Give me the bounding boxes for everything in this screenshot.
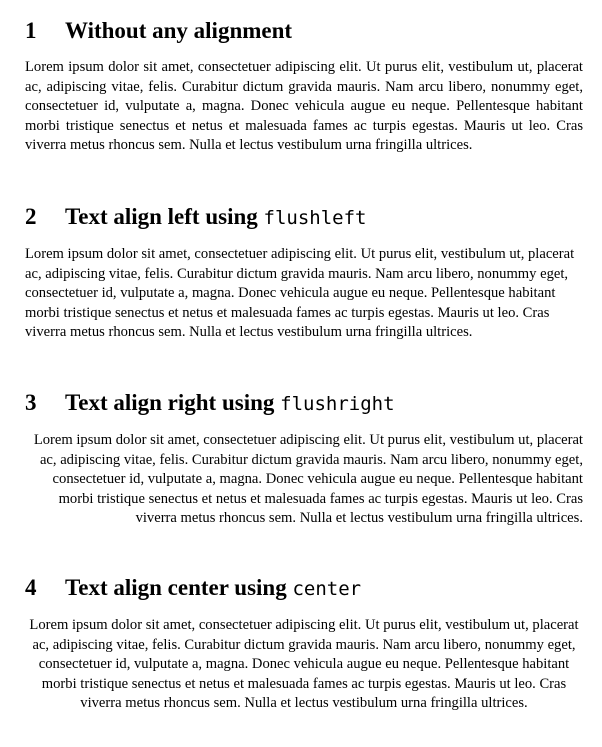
section-without-alignment (25, 16, 583, 156)
section-number: 2 (25, 204, 37, 229)
section-align-left (25, 202, 583, 343)
section-title: Text align center using (65, 575, 293, 600)
section-paragraph: Lorem ipsum dolor sit amet, consectetuer adipiscing elit. Ut purus elit, vestibulum ut, placerat ac, adipiscing vitae, felis. Curabitur dictum gravida mauris. Nam arcu libero, nonummy eget, consectetuer id, vulputate a, magna. Donec vehicula augue eu neque. Pellentesque habitant morbi tristique senectus et netus et malesuada fames ac turpis egestas. Mauris ut leo. Cras viverra metus rhoncus sem. Nulla et lectus vestibulum urna fringilla ultrices. (25, 59, 583, 153)
section-title-code: center (292, 578, 362, 600)
section-paragraph: Lorem ipsum dolor sit amet, consectetuer adipiscing elit. Ut purus elit, vestibulum ut, placerat ac, adipiscing vitae, felis. Curabitur dictum gravida mauris. Nam arcu libero, nonummy eget, consectetuer id, vulputate a, magna. Donec vehicula augue eu neque. Pellentesque habitant morbi tristique senectus et netus et malesuada fames ac turpis egestas. Mauris ut leo. Cras viverra metus rhoncus sem. Nulla et lectus vestibulum urna fringilla ultrices. (33, 432, 583, 526)
section-heading (25, 388, 583, 419)
section-heading (25, 16, 583, 46)
section-align-right (25, 388, 583, 529)
section-heading (25, 202, 583, 233)
section-number: 1 (25, 18, 37, 43)
section-title: Text align left using (65, 204, 264, 229)
section-number: 4 (25, 575, 37, 600)
section-title-code: flushleft (263, 207, 367, 229)
section-align-center (25, 573, 583, 714)
section-paragraph: Lorem ipsum dolor sit amet, consectetuer adipiscing elit. Ut purus elit, vestibulum ut, placerat ac, adipiscing vitae, felis. Curabitur dictum gravida mauris. Nam arcu libero, nonummy eget, consectetuer id, vulputate a, magna. Donec vehicula augue eu neque. Pellentesque habitant morbi tristique senectus et netus et malesuada fames ac turpis egestas. Mauris ut leo. Cras viverra metus rhoncus sem. Nulla et lectus vestibulum urna fringilla ultrices. (29, 617, 579, 711)
section-title-code: flushright (280, 393, 395, 415)
section-title: Text align right using (65, 390, 281, 415)
section-title: Without any alignment (65, 18, 293, 43)
section-number: 3 (25, 390, 37, 415)
section-heading (25, 573, 583, 604)
section-paragraph: Lorem ipsum dolor sit amet, consectetuer adipiscing elit. Ut purus elit, vestibulum ut, placerat ac, adipiscing vitae, felis. Curabitur dictum gravida mauris. Nam arcu libero, nonummy eget, consectetuer id, vulputate a, magna. Donec vehicula augue eu neque. Pellentesque habitant morbi tristique senectus et netus et malesuada fames ac turpis egestas. Mauris ut leo. Cras viverra metus rhoncus sem. Nulla et lectus vestibulum urna fringilla ultrices. (25, 246, 575, 340)
